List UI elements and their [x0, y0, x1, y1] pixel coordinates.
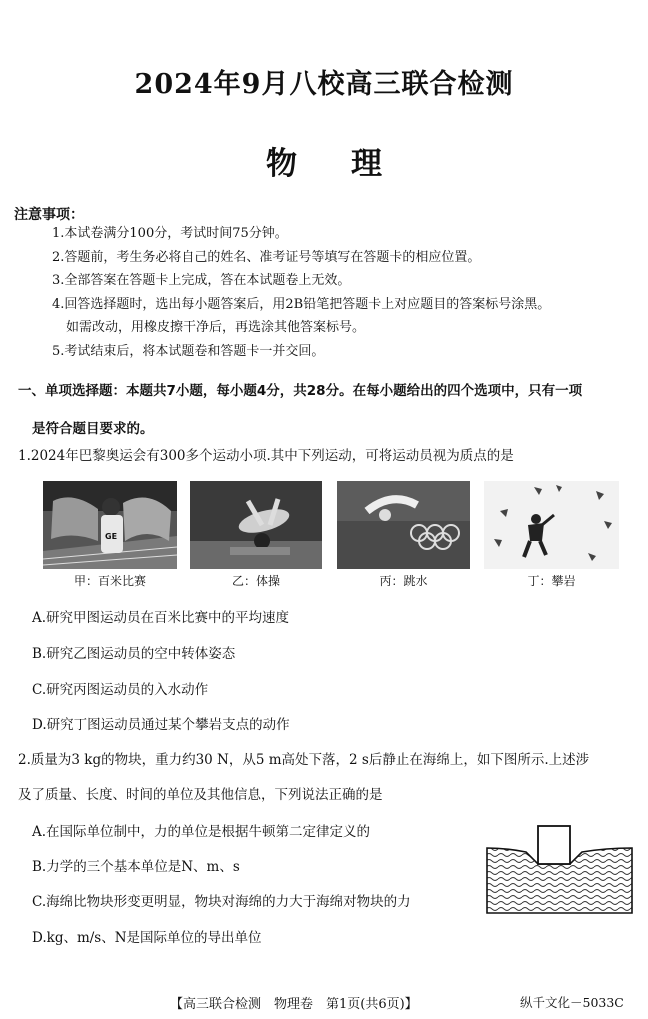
notice-item: 2.答题前，考生务必将自己的姓名、准考证号等填写在答题卡的相应位置。: [52, 249, 481, 265]
q2-option-c: C.海绵比物块形变更明显，物块对海绵的力大于海绵对物块的力: [32, 894, 411, 910]
page-footer: 【高三联合检测 物理卷 第1页(共6页)】: [170, 997, 418, 1012]
notice-item: 1.本试卷满分100分，考试时间75分钟。: [52, 226, 288, 241]
subject-title: 物理: [266, 146, 436, 182]
notice-item-continued: 如需改动，用橡皮擦干净后，再选涂其他答案标号。: [66, 320, 366, 335]
q1-option-d: D.研究丁图运动员通过某个攀岩支点的动作: [32, 717, 290, 733]
photo-gymnastics: [190, 481, 322, 569]
photo-caption: 丁：攀岩: [527, 574, 576, 588]
photo-climbing: [484, 481, 619, 569]
q2-option-d: D.kg、m/s、N是国际单位的导出单位: [32, 930, 262, 946]
notice-list: [52, 222, 642, 363]
q1-option-a: A.研究甲图运动员在百米比赛中的平均速度: [32, 610, 290, 626]
notice-item: 5.考试结束后，将本试题卷和答题卡一并交回。: [52, 343, 325, 359]
footer-code: 纵千文化－5033C: [520, 995, 624, 1010]
notice-item: 4.回答选择题时，选出每小题答案后，用2B铅笔把答题卡上对应题目的答案标号涂黑。: [52, 296, 551, 312]
q1-option-b: B.研究乙图运动员的空中转体姿态: [32, 646, 236, 662]
section-heading-line: 是符合题目要求的。: [32, 421, 154, 437]
page-title: 2024年9月八校高三联合检测: [134, 69, 514, 100]
notice-heading: 注意事项：: [14, 207, 84, 223]
photo-diving: [337, 481, 470, 569]
photo-sprint: [43, 481, 177, 569]
photo-caption: 丙：跳水: [379, 574, 428, 588]
question-2-stem: 2.质量为3 kg的物块，重力约30 N，从5 m高处下落，2 s后静止在海绵上，如下图所示.上述涉: [18, 752, 590, 768]
notice-item: 3.全部答案在答题卡上完成，答在本试题卷上无效。: [52, 273, 351, 288]
section-heading: [18, 372, 638, 448]
photo-caption: 乙：体操: [231, 574, 280, 588]
q2-option-b: B.力学的三个基本单位是N、m、s: [32, 859, 240, 875]
question-2-stem-continued: 及了质量、长度、时间的单位及其他信息，下列说法正确的是: [18, 787, 383, 803]
photo-caption: 甲：百米比赛: [73, 574, 146, 588]
sponge-block-figure: [486, 822, 634, 918]
q2-option-a: A.在国际单位制中，力的单位是根据牛顿第二定律定义的: [32, 824, 371, 840]
bib-text: GE: [105, 532, 118, 541]
section-heading-line: 一、单项选择题：本题共7小题，每小题4分，共28分。在每小题给出的四个选项中，只有一项: [18, 383, 583, 399]
question-1-stem: 1.2024年巴黎奥运会有300多个运动小项.其中下列运动，可将运动员视为质点的是: [18, 448, 514, 464]
q1-option-c: C.研究丙图运动员的入水动作: [32, 682, 209, 698]
